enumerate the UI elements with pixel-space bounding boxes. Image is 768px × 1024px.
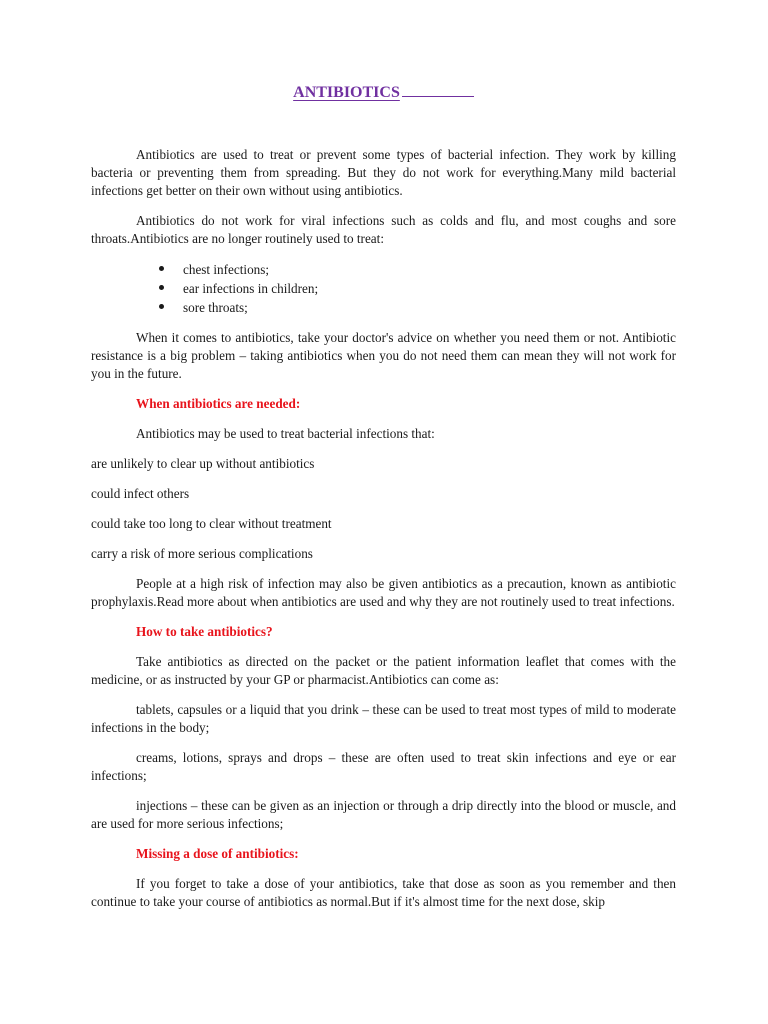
take-lead: Take antibiotics as directed on the packet or the patient information leaflet that comes with the medicine, or as instructed by your GP or pharmacist.Antibiotics can come as: (91, 654, 676, 687)
form-item: tablets, capsules or a liquid that you drink – these can be used to treat most types of mild to moderate infections in the body; (91, 702, 676, 735)
needed-item: could infect others (91, 486, 190, 501)
list-item: chest infections; (91, 260, 676, 279)
needed-item: could take too long to clear without treatment (91, 516, 332, 531)
bullet-icon (159, 304, 164, 309)
advice-paragraph: When it comes to antibiotics, take your doctor's advice on whether you need them or not. Antibiotic resistance is a big problem – taking antibiotics when you do not need them can mean they will not work for you in the future. (91, 330, 676, 381)
list-item: ear infections in children; (91, 279, 676, 298)
needed-item: carry a risk of more serious complications (91, 546, 313, 561)
document-body (91, 84, 676, 911)
title-row (91, 84, 676, 102)
bullet-icon (159, 266, 164, 271)
intro-paragraph-1: Antibiotics are used to treat or prevent some types of bacterial infection. They work by killing bacteria or preventing them from spreading. But they do not work for everything.Many mild bacterial infections get better on their own without using antibiotics. (91, 147, 676, 198)
bullet-icon (159, 285, 164, 290)
intro-paragraph-2: Antibiotics do not work for viral infections such as colds and flu, and most coughs and sore throats.Antibiotics are no longer routinely used to treat: (91, 213, 676, 246)
section-heading-take: How to take antibiotics? (136, 624, 273, 639)
list-item: sore throats; (91, 298, 676, 317)
needed-item: are unlikely to clear up without antibiotics (91, 456, 315, 471)
needed-lead: Antibiotics may be used to treat bacterial infections that: (136, 426, 435, 441)
document-title: ANTIBIOTICS (293, 84, 400, 101)
form-item: creams, lotions, sprays and drops – these are often used to treat skin infections and eye or ear infections; (91, 750, 676, 783)
section-heading-missing: Missing a dose of antibiotics: (136, 846, 299, 861)
prophylaxis-paragraph: People at a high risk of infection may also be given antibiotics as a precaution, known as antibiotic prophylaxis.Read more about when antibiotics are used and why they are not routinely used to treat infections. (91, 576, 676, 609)
infection-list (91, 260, 676, 317)
title-underline-tail (402, 84, 474, 97)
section-heading-needed: When antibiotics are needed: (136, 396, 301, 411)
missing-paragraph: If you forget to take a dose of your antibiotics, take that dose as soon as you remember and then continue to take your course of antibiotics as normal.But if it's almost time for the next dose, skip (91, 876, 676, 909)
form-item: injections – these can be given as an injection or through a drip directly into the blood or muscle, and are used for more serious infections; (91, 798, 676, 831)
